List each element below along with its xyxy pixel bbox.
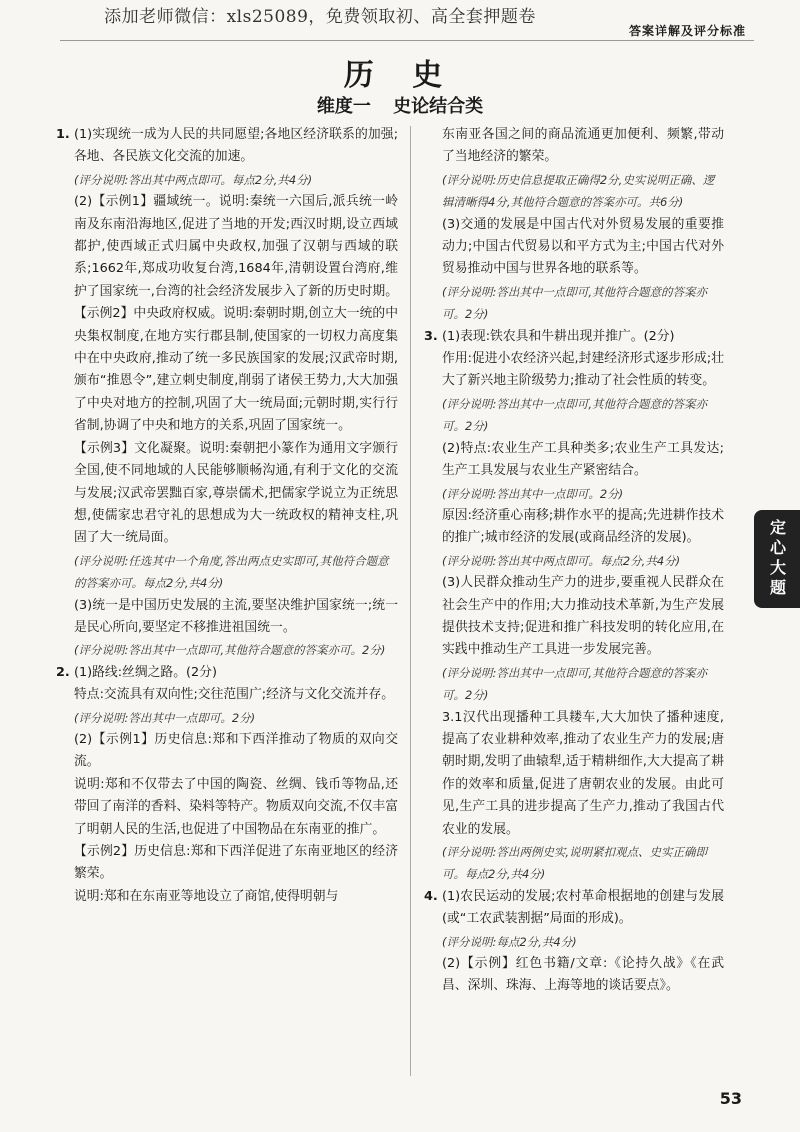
scoring-note: (评分说明:答出其中一点即可,其他符合题意的答案亦可。2分) (442, 396, 708, 434)
answer-paragraph: 3.1汉代出现播种工具耧车,大大加快了播种速度,提高了农业耕种效率,推动了农业生产力的发展;唐朝时期,发明了曲辕犁,适于精耕细作,大大提高了耕作的效率和质量,促进了唐朝农业的发展。由此可见,生产工具的进步提高了生产力,推动了我国古代农业的发展。 (442, 709, 724, 837)
scoring-note: (评分说明:答出其中一点即可,其他符合题意的答案亦可。2分) (442, 665, 708, 703)
page-title: 历 史 (343, 58, 457, 93)
scoring-note: (评分说明:答出两例史实,说明紧扣观点、史实正确即可。每点2分,共4分) (442, 845, 708, 882)
column-divider (410, 126, 411, 1076)
answer-paragraph: 说明:郑和在东南亚等地设立了商馆,使得明朝与 (74, 888, 339, 904)
scoring-note: (评分说明:答出其中一点即可,其他符合题意的答案亦可。2分) (74, 643, 386, 658)
answer-paragraph: 特点:交流具有双向性;交往范围广;经济与文化交流并存。 (74, 687, 395, 703)
answer-paragraph: 东南亚各国之间的商品流通更加便利、频繁,带动了当地经济的繁荣。 (442, 127, 724, 165)
dimension-name: 史论结合类 (393, 96, 484, 117)
answer-paragraph: 【示例2】历史信息:郑和下西洋促进了东南亚地区的经济繁荣。 (74, 844, 398, 882)
answer-paragraph: (2)【示例】红色书籍/文章:《论持久战》《在武昌、深圳、珠海、上海等地的谈话要点》。 (442, 956, 724, 994)
page-number: 53 (719, 1089, 742, 1108)
answer-paragraph: (2)【示例1】历史信息:郑和下西洋推动了物质的双向交流。 (74, 731, 398, 770)
scoring-note: (评分说明:每点2分,共4分) (442, 934, 577, 949)
question-1 (56, 124, 398, 662)
answer-paragraph: 【示例2】中央政府权威。说明:秦朝时期,创立大一统的中央集权制度,在地方实行郡县制,使国家的一切权力高度集中在中央政府,推动了统一多民族国家的发展;汉武帝时期,颁布“推恩令”,建立刺史制度,削弱了诸侯王势力,大大加强了中央对地方的控制,巩固了大一统局面;元朝时期,实行行省制,协调了中央和地方的关系,巩固了国家统一。 (74, 306, 398, 434)
scoring-note: (评分说明:任选其中一个角度,答出两点史实即可,其他符合题意的答案亦可。每点2分,共4分) (74, 553, 389, 591)
answer-paragraph: 【示例3】文化凝聚。说明:秦朝把小篆作为通用文字颁行全国,使不同地域的人民能够顺畅沟通,有利于文化的交流与发展;汉武帝罢黜百家,尊崇儒术,把儒家学说立为正统思想,使儒家忠君守礼的思想成为大一统政权的精神支柱,巩固了大一统局面。 (74, 440, 398, 546)
question-number: 2. (56, 664, 70, 680)
answer-paragraph: (2)【示例1】疆域统一。说明:秦统一六国后,派兵统一岭南及东南沿海地区,促进了当地的开发;西汉时期,设立西域都护,使西域正式归属中央政权,加强了汉朝与西域的联系;1662年,郑成功收复台湾,1684年,清朝设置台湾府,维护了国家统一,台湾的社会经济发展步入了新的历史时期。 (74, 194, 398, 299)
dimension-number: 维度一 (316, 96, 371, 117)
header-rule (60, 40, 754, 41)
answer-paragraph: (3)交通的发展是中国古代对外贸易发展的重要推动力;中国古代贸易以和平方式为主;中国古代对外贸易推动中国与世界各地的联系等。 (442, 216, 724, 277)
answer-paragraph: 原因:经济重心南移;耕作水平的提高;先进耕作技术的推广;城市经济的发展(或商品经济的发展)。 (442, 507, 724, 546)
left-column (56, 124, 398, 908)
answer-paragraph: (3)人民群众推动生产力的进步,要重视人民群众在社会生产中的作用;大力推动技术革新,为生产发展提供技术支持;促进和推广科技发明的转化应用,在实践中推动生产工具进一步发展完善。 (442, 575, 724, 658)
section-side-tab: 定心大题 (754, 510, 800, 608)
answer-paragraph: (1)表现:铁农具和牛耕出现并推广。(2分) (442, 328, 675, 344)
header-section-label: 答案详解及评分标准 (628, 24, 746, 38)
scoring-note: (评分说明:答出其中两点即可。每点2分,共4分) (442, 553, 681, 568)
question-4 (424, 886, 724, 998)
answer-paragraph: (1)农民运动的发展;农村革命根据地的创建与发展(或“工农武装割据”局面的形成)。 (442, 888, 724, 927)
question-3 (424, 326, 724, 886)
question-2-continued (424, 124, 724, 326)
answer-paragraph: (2)特点:农业生产工具种类多;农业生产工具发达;生产工具发展与农业生产紧密结合。 (442, 440, 724, 479)
question-number: 4. (424, 888, 438, 904)
answer-paragraph: (3)统一是中国历史发展的主流,要坚决维护国家统一;统一是民心所向,要坚定不移推进祖国统一。 (74, 597, 398, 635)
question-number: 3. (424, 328, 438, 344)
answer-paragraph: (1)实现统一成为人民的共同愿望;各地区经济联系的加强;各地、各民族文化交流的加速。 (74, 127, 398, 165)
question-number: 1. (56, 127, 70, 142)
scoring-note: (评分说明:答出其中一点即可,其他符合题意的答案亦可。2分) (442, 284, 708, 322)
question-2 (56, 662, 398, 908)
answer-paragraph: 说明:郑和不仅带去了中国的陶瓷、丝绸、钱币等物品,还带回了南洋的香料、染料等特产。物质双向交流,不仅丰富了明朝人民的生活,也促进了中国物品在东南亚的推广。 (74, 776, 398, 837)
answer-paragraph: (1)路线:丝绸之路。(2分) (74, 664, 217, 680)
dimension-heading (0, 92, 800, 118)
scoring-note: (评分说明:答出其中一点即可。2分) (442, 486, 624, 501)
scoring-note: (评分说明:答出其中两点即可。每点2分,共4分) (74, 172, 313, 187)
watermark-text: 添加老师微信：xls25089，免费领取初、高全套押题卷 (104, 7, 536, 27)
scoring-note: (评分说明:历史信息提取正确得2分,史实说明正确、逻辑清晰得4分,其他符合题意的答案亦可。共6分) (442, 172, 715, 210)
answer-paragraph: 作用:促进小农经济兴起,封建经济形式逐步形成;壮大了新兴地主阶级势力;推动了社会性质的转变。 (442, 351, 724, 389)
scoring-note: (评分说明:答出其中一点即可。2分) (74, 710, 256, 725)
right-column (424, 124, 724, 998)
